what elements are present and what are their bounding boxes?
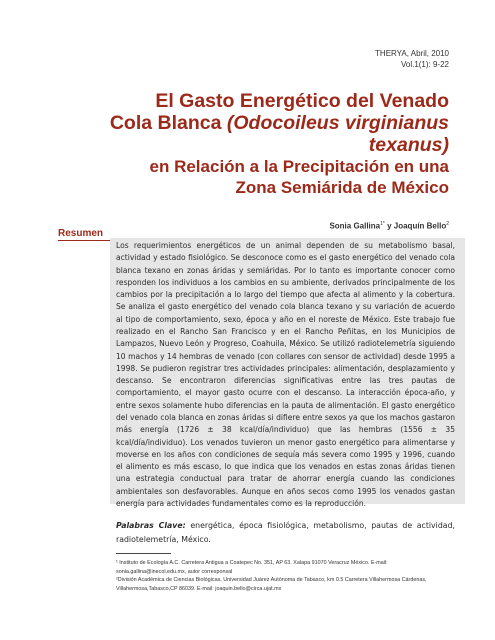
title-scientific-name: (Odocoileus virginianus texanus) <box>226 112 449 156</box>
title-common-name: Cola Blanca <box>109 112 227 134</box>
keywords-list: energética, época fisiológica, metabolismo, pautas de actividad, radiotelemetría, México. <box>116 521 455 544</box>
title-line-1: El Gasto Energético del Venado <box>155 90 449 112</box>
footnote-divider <box>116 553 171 554</box>
keywords-label: Palabras Clave: <box>116 521 186 530</box>
author-list <box>329 221 449 231</box>
author-2-affiliation: 2 <box>446 221 449 227</box>
journal-info <box>375 48 449 70</box>
journal-volume-pages: Vol.1(1): 9-22 <box>400 60 449 69</box>
title-line-2 <box>29 112 449 156</box>
footnote-1: ¹ Instituto de Ecología A.C. Carretera Antigua a Coatepec No. 351, AP 63. Xalapa 91070 Veracruz México. E-mail: sonia.gallina@inecol.edu.mx, autor corresponsal <box>116 560 388 575</box>
keywords <box>116 519 455 546</box>
footnote-2: ²División Académica de Ciencias Biológicas, Universidad Juárez Autónoma de Tabasco, km 0.5 Carretera Villahermosa Cárdenas, Villahermosa,Tabasco,CP 86039. E-mail: joaquin.bello@circa.ujat.mx <box>116 577 427 592</box>
title-line-3: en Relación a la Precipitación en una <box>149 157 449 176</box>
abstract-text: Los requerimientos energéticos de un animal dependen de su metabolismo basal, actividad y estado fisiológico. Se desconoce como es el gasto energético del venado cola blanca texano en zonas áridas y semiáridas. Por lo tanto es importante conocer como responden los individuos a los cambios en su ambiente, derivados principalmente de los cambios por la precipitación a lo largo del tiempo que afecta al alimento y la cobertura. Se analiza el gasto energético del venado cola blanca texano y su variación de acuerdo al tipo de comportamiento, sexo, época y año en el noreste de México. Este trabajo fue realizado en el Rancho San Francisco y en el Rancho Peñitas, en los Municipios de Lampazos, Nuevo León y Progreso, Coahuila, México. Se utilizó radiotelemetría siguiendo 10 machos y 14 hembras de venado (con collares con sensor de actividad) desde 1995 a 1998. Se pudieron registrar tres actividades principales: alimentación, desplazamiento y descanso. Se encontraron diferencias significativas entre las tres pautas de comportamiento, el mayor gasto ocurre con el descanso. La interacción época-año, y entre sexos solamente hubo diferencias en la pauta de alimentación. El gasto energético del venado cola blanca en zonas áridas si difiere entre sexos ya que los machos gastaron más energía (1726 ± 38 kcal/día/individuo) que las hembras (1556 ± 35 kcal/día/individuo). Los venados tuvieron un menor gasto energético para alimentarse y moverse en los años con condiciones de sequía más severa como 1995 y 1996, cuando el alimento es más escaso, lo que indica que los venados en estas zonas áridas tienen una estrategia conductual para tratar de ahorrar energía cuando las condiciones ambientales son desfavorables. Aunque en años secos como 1995 los venados gastan energía para actividades fundamentales como es la reproducción. <box>116 241 455 508</box>
footnotes <box>116 559 456 593</box>
author-separator: y <box>384 221 394 231</box>
author-2: Joaquín Bello <box>393 221 447 231</box>
article-title <box>29 90 449 198</box>
author-1-affiliation: 1* <box>380 221 385 227</box>
author-1: Sonia Gallina <box>329 221 381 231</box>
journal-issue-date: THERYA, Abril, 2010 <box>375 49 449 58</box>
title-line-4: Zona Semiárida de México <box>235 178 449 197</box>
section-heading: Resumen <box>58 228 104 239</box>
